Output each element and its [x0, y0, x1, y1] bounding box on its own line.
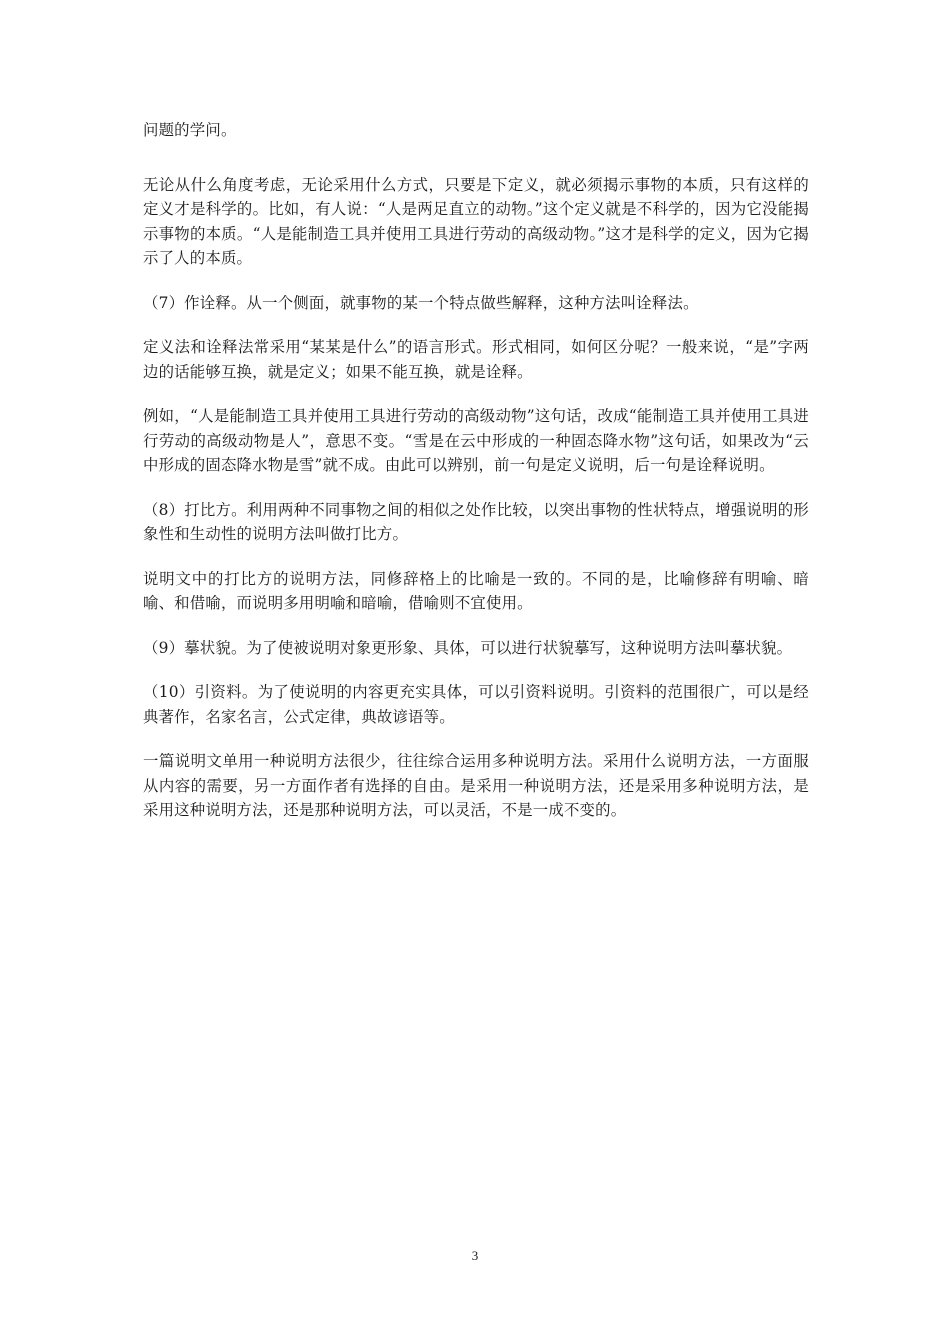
paragraph-conclusion: 一篇说明文单用一种说明方法很少，往往综合运用多种说明方法。采用什么说明方法，一方面服从内容的需要，另一方面作者有选择的自由。是采用一种说明方法，还是采用多种说明方法，是采用这种说明方法，还是那种说明方法，可以灵活，不是一成不变的。	[143, 752, 809, 819]
page-number: 3	[471, 1248, 479, 1263]
paragraph-definition-vs-explanation: 定义法和诠释法常采用“某某是什么”的语言形式。形式相同，如何区分呢？一般来说，“是”字两边的话能够互换，就是定义；如果不能互换，就是诠释。	[143, 338, 809, 381]
paragraph-definition-essence: 无论从什么角度考虑，无论采用什么方式，只要是下定义，就必须揭示事物的本质，只有这样的定义才是科学的。比如，有人说：“人是两足直立的动物。”这个定义就是不科学的，因为它没能揭示事物的本质。“人是能制造工具并使用工具进行劳动的高级动物。”这才是科学的定义，因为它揭示了人的本质。	[143, 175, 809, 267]
paragraph-method-9-description: （9）摹状貌。为了使被说明对象更形象、具体，可以进行状貌摹写，这种说明方法叫摹状貌。	[143, 638, 793, 657]
paragraph-example: 例如，“人是能制造工具并使用工具进行劳动的高级动物”这句话，改成“能制造工具并使用工具进行劳动的高级动物是人”，意思不变。“雪是在云中形成的一种固态降水物”这句话，如果改为“云中形成的固态降水物是雪”就不成。由此可以辨别，前一句是定义说明，后一句是诠释说明。	[143, 407, 809, 474]
paragraph-analogy-vs-metaphor: 说明文中的打比方的说明方法，同修辞格上的比喻是一致的。不同的是，比喻修辞有明喻、暗喻、和借喻，而说明多用明喻和暗喻，借喻则不宜使用。	[143, 569, 809, 612]
paragraph-continuation: 问题的学问。	[143, 121, 237, 139]
paragraph-method-7-explanation: （7）作诠释。从一个侧面，就事物的某一个特点做些解释，这种方法叫诠释法。	[143, 293, 699, 312]
document-body	[143, 118, 809, 843]
paragraph-method-8-analogy: （8）打比方。利用两种不同事物之间的相似之处作比较，以突出事物的性状特点，增强说明的形象性和生动性的说明方法叫做打比方。	[143, 500, 809, 543]
paragraph-method-10-citation: （10）引资料。为了使说明的内容更充实具体，可以引资料说明。引资料的范围很广，可以是经典著作，名家名言，公式定律，典故谚语等。	[143, 683, 809, 726]
